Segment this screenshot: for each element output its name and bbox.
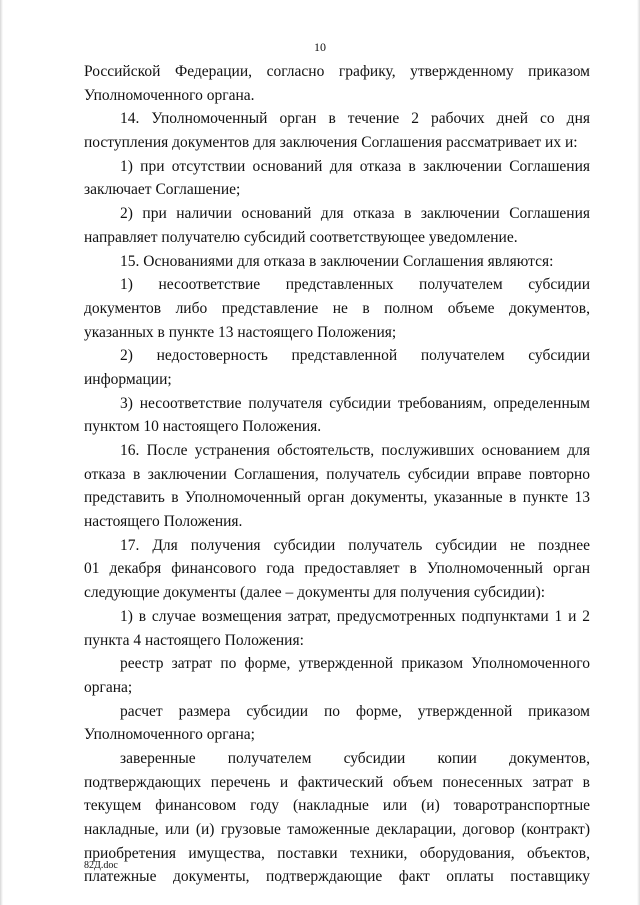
text-line: 16. После устранения обстоятельств, послуживших основанием для <box>120 442 590 459</box>
text-line: пунктом 10 настоящего Положения. <box>84 418 322 436</box>
text-line: 1) при отсутствии оснований для отказа в заключении Соглашения <box>120 157 590 175</box>
text-line: документов либо представление не в полном объеме документов, <box>84 299 590 317</box>
text-line: платежные документы, подтверждающие факт оплаты поставщику <box>84 868 590 886</box>
text-line: приобретения имущества, поставки техники, оборудования, объектов, <box>84 844 590 862</box>
text-line: накладные, или (и) грузовые таможенные декларации, договор (контракт) <box>84 821 590 838</box>
text-line: информации; <box>84 370 172 388</box>
text-line: Уполномоченного органа; <box>84 726 255 744</box>
text-line: Уполномоченного органа. <box>84 86 255 104</box>
text-line: 15. Основаниями для отказа в заключении Соглашения являются: <box>120 252 554 270</box>
text-line: 17. Для получения субсидии получатель субсидии не позднее <box>120 536 590 554</box>
text-line: органа; <box>84 678 133 696</box>
text-line: подтверждающих перечень и фактический объем понесенных затрат в <box>84 773 590 791</box>
text-line: заключает Соглашение; <box>84 181 241 199</box>
text-line: указанных в пункте 13 настоящего Положения; <box>84 323 397 341</box>
page-number: 10 <box>314 40 326 54</box>
text-line: текущем финансовом году (накладные или (и) товаротранспортные <box>84 797 590 815</box>
text-line: 1) несоответствие представленных получателем субсидии <box>120 276 590 294</box>
text-line: поступления документов для заключения Соглашения рассматривает их и: <box>84 134 578 152</box>
text-line: 1) в случае возмещения затрат, предусмотренных подпунктами 1 и 2 <box>120 607 590 625</box>
text-line: реестр затрат по форме, утвержденной приказом Уполномоченного <box>120 655 590 673</box>
footer-filename: 82Д.doc <box>84 860 118 871</box>
text-line: 2) при наличии оснований для отказа в заключении Соглашения <box>120 205 590 223</box>
text-line: заверенные получателем субсидии копии документов, <box>120 749 590 767</box>
text-line: 01 декабря финансового года предоставляет в Уполномоченный орган <box>84 560 590 578</box>
text-line: отказа в заключении Соглашения, получатель субсидии вправе повторно <box>84 465 590 483</box>
text-line: следующие документы (далее – документы для получения субсидии): <box>84 584 546 602</box>
text-line: 3) несоответствие получателя субсидии требованиям, определенным <box>120 394 590 412</box>
text-line: пункта 4 настоящего Положения: <box>84 631 304 649</box>
text-line: Российской Федерации, согласно графику, утвержденному приказом <box>84 63 590 80</box>
text-line: 14. Уполномоченный орган в течение 2 рабочих дней со дня <box>120 110 590 128</box>
text-line: 2) недостоверность представленной получателем субсидии <box>120 347 590 365</box>
text-line: направляет получателю субсидий соответствующее уведомление. <box>84 228 518 246</box>
scan-edge-left <box>0 0 3 905</box>
text-line: представить в Уполномоченный орган документы, указанные в пункте 13 <box>84 489 590 507</box>
text-line: расчет размера субсидии по форме, утвержденной приказом <box>120 702 590 720</box>
document-body <box>84 60 590 889</box>
text-line: настоящего Положения. <box>84 513 243 531</box>
